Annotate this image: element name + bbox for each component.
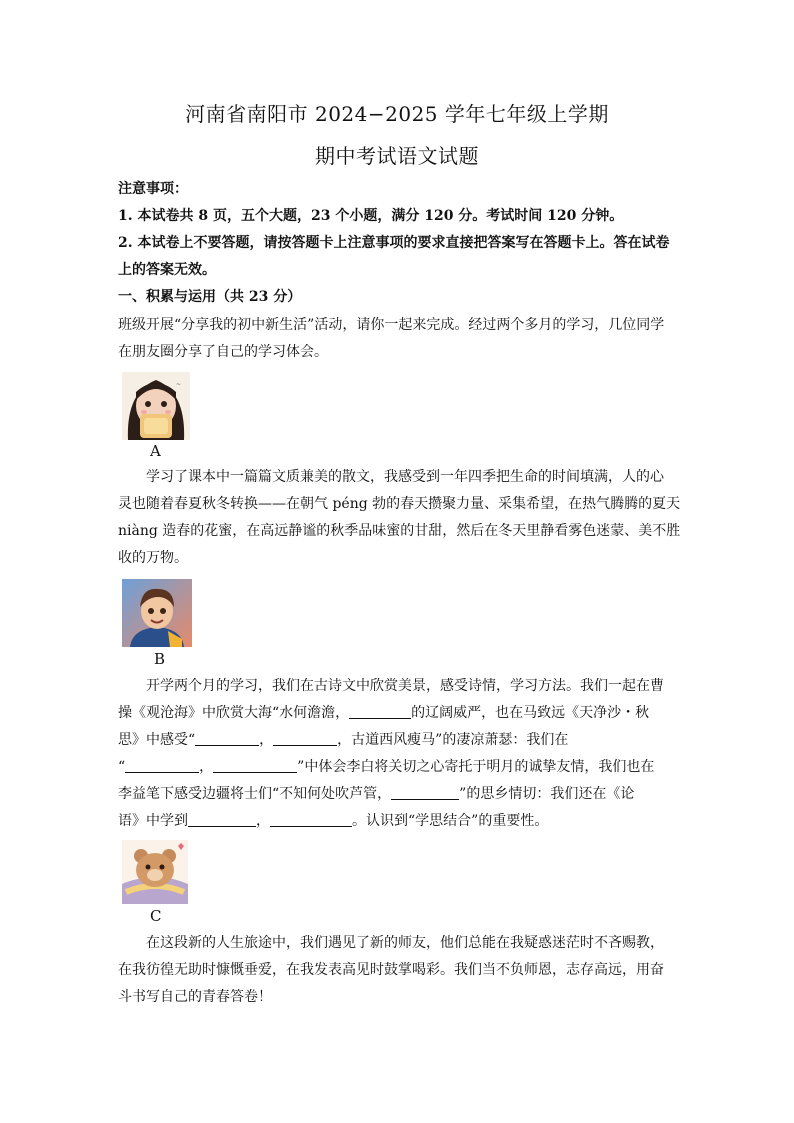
bear-avatar-image xyxy=(122,840,188,904)
notice-item-2-line-2: 上的答案无效。 xyxy=(118,262,216,278)
answer-blank-1[interactable] xyxy=(349,704,411,719)
card-c-line-2: 在我彷徨无助时慷慨垂爱，在我发表高见时鼓掌喝彩。我们当不负师恩，志存高远，用奋 xyxy=(118,962,664,978)
card-b-line-4-part-2: ， xyxy=(199,759,214,775)
answer-blank-4[interactable] xyxy=(125,758,199,773)
card-b-line-4 xyxy=(118,758,678,776)
card-b-label: B xyxy=(154,650,166,668)
title-line-1: 河南省南阳市 2024−2025 学年七年级上学期 xyxy=(185,102,609,126)
card-a-line-3: niàng 造春的花蜜，在高远静谧的秋季品味蜜的甘甜，然后在冬天里静看雾色迷蒙、美不胜 xyxy=(118,523,681,539)
card-b-line-4-part-3: ”中体会李白将关切之心寄托于明月的诚挚友情，我们也在 xyxy=(297,759,655,775)
card-b-line-3-part-2: ， xyxy=(259,732,274,748)
title-line-2: 期中考试语文试题 xyxy=(315,144,479,168)
card-a-line-4: 收的万物。 xyxy=(118,550,188,566)
card-b-line-5-part-1: 李益笔下感受边疆将士们“不知何处吹芦管， xyxy=(118,786,392,802)
card-b-line-6-part-1: 语》中学到 xyxy=(118,813,188,829)
answer-blank-7[interactable] xyxy=(188,812,256,827)
card-c-label: C xyxy=(150,907,162,925)
card-b-line-2-part-1: 操《观沧海》中欣赏大海“水何澹澹， xyxy=(118,705,350,721)
card-b-line-5-part-2: ”的思乡情切：我们还在《论 xyxy=(459,786,635,802)
card-b-line-3-part-1: 思》中感受“ xyxy=(118,732,196,748)
boy-avatar-image xyxy=(122,579,192,647)
card-b-line-3-part-3: ，古道西风瘦马”的凄凉萧瑟：我们在 xyxy=(337,732,569,748)
card-a-label: A xyxy=(150,442,161,460)
card-b-line-6-part-2: ， xyxy=(256,813,270,829)
card-b-line-4-part-1: “ xyxy=(118,759,126,775)
card-c-line-3: 斗书写自己的青春答卷！ xyxy=(118,989,272,1005)
intro-line-1: 班级开展“分享我的初中新生活”活动，请你一起来完成。经过两个多月的学习，几位同学 xyxy=(118,317,665,333)
answer-blank-6[interactable] xyxy=(391,785,459,800)
card-b-line-3 xyxy=(118,731,678,749)
notice-heading: 注意事项： xyxy=(118,181,188,197)
notice-item-1: 1. 本试卷共 8 页，五个大题，23 个小题，满分 120 分。考试时间 120 分钟。 xyxy=(118,208,624,224)
section-heading: 一、积累与运用（共 23 分） xyxy=(118,289,302,305)
answer-blank-2[interactable] xyxy=(195,731,259,746)
card-c-line-1: 在这段新的人生旅途中，我们遇见了新的师友，他们总能在我疑惑迷茫时不吝赐教， xyxy=(146,935,664,951)
card-b-line-1: 开学两个月的学习，我们在古诗文中欣赏美景，感受诗情，学习方法。我们一起在曹 xyxy=(146,678,664,694)
answer-blank-5[interactable] xyxy=(213,758,297,773)
card-b-line-6-part-3: 。认识到“学思结合”的重要性。 xyxy=(352,813,549,829)
notice-item-2-line-1: 2. 本试卷上不要答题，请按答题卡上注意事项的要求直接把答案写在答题卡上。答在试卷 xyxy=(118,235,670,251)
intro-line-2: 在朋友圈分享了自己的学习体会。 xyxy=(118,344,328,360)
answer-blank-3[interactable] xyxy=(273,731,337,746)
answer-blank-8[interactable] xyxy=(270,812,352,827)
card-b-line-2 xyxy=(118,704,678,722)
svg-text:~: ~ xyxy=(176,381,182,388)
card-b-line-5 xyxy=(118,785,678,803)
card-b-line-2-part-2: 的辽阔威严，也在马致远《天净沙・秋 xyxy=(411,705,650,721)
card-a-line-1: 学习了课本中一篇篇文质兼美的散文，我感受到一年四季把生命的时间填满，人的心 xyxy=(146,469,664,485)
girl-avatar-image xyxy=(122,372,190,440)
card-a-line-2: 灵也随着春夏秋冬转换——在朝气 péng 勃的春天攒聚力量、采集希望，在热气腾腾的夏天 xyxy=(118,496,681,512)
card-b-line-6 xyxy=(118,812,678,830)
